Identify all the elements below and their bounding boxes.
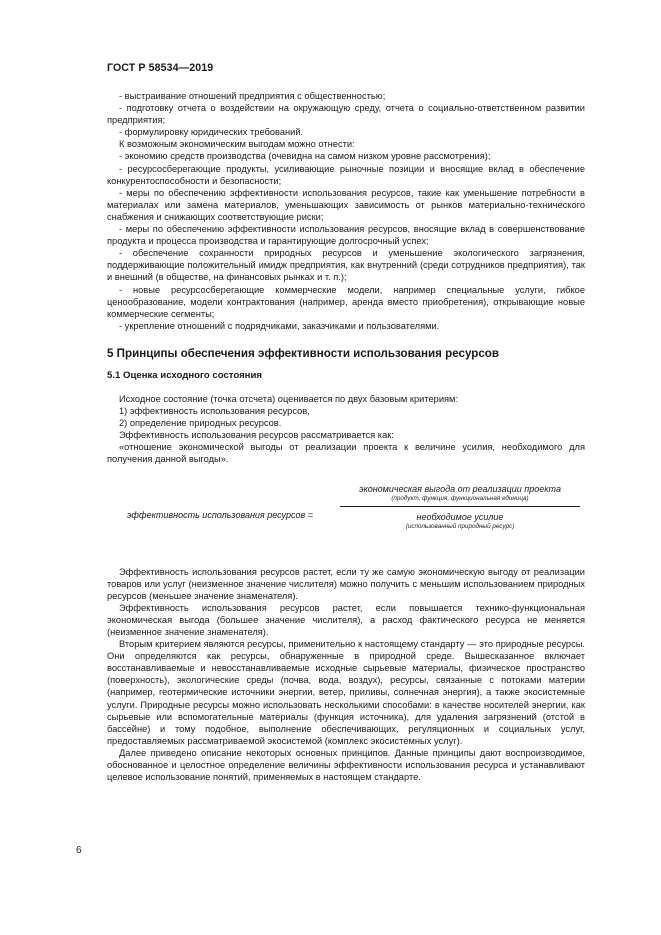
list-item: - формулировку юридических требований. xyxy=(119,127,304,138)
page-content xyxy=(107,90,585,783)
fraction-bar xyxy=(340,506,580,507)
subsection-heading: 5.1 Оценка исходного состояния xyxy=(107,369,262,381)
list-item: 2) определение природных ресурсов. xyxy=(119,418,282,429)
paragraph: Вторым критерием являются ресурсы, применительно к настоящему стандарту — это природные ресурсы. Они определяются как ресурсы, обнаруженные в природной среде. Вышесказанное включает восстанавливаемые и невосстанавливаемые исходные сырьевые материалы, физическое пространство (поверхность), экологические среды (почва, вода, воздух), ресурсы, связанные с потоками материи (например, геотермические источники энергии, ветер, приливы, солнечная энергия), а также экосистемные услуги. Природные ресурсы можно использовать несколькими способами: в качестве носителей энергии, как сырьевые или вспомогательные материалы (функция источника), для удаления загрязнений (отстой в бассейне) и тому подобное, выполнение обеспечивающих, регуляционных и социальных услуг, предоставляемых рассматриваемой экосистемой (комплекс экосистемных услуг). xyxy=(107,639,585,746)
list-item: - выстраивание отношений предприятия с общественностью; xyxy=(119,91,386,101)
paragraph: Эффективность использования ресурсов растет, если ту же самую экономическую выгоду от реализации товаров или услуг (неизменное значение числителя) можно получить с меньшим использованием природных ресурсов (меньшее значение знаменателя). xyxy=(107,566,585,601)
list-item: - ресурсосберегающие продукты, усиливающие рыночные позиции и вносящие вклад в обеспечение конкурентоспособности и безопасности; xyxy=(107,163,585,186)
list-item: - обеспечение сохранности природных ресурсов и уменьшение экологического загрязнения, поддерживающие положительный имидж предприятия, как внутренний (среди сотрудников предприятия), так и внешний (в обществе, на финансовых рынках и т. п.); xyxy=(107,248,585,283)
formula-lhs: эффективность использования ресурсов = xyxy=(127,509,314,520)
paragraph: Эффективность использования ресурсов растет, если повышается технико-функциональная экономическая выгода (большее значение числителя), а расход фактического ресурса не меняется (неизменное значение знаменателя). xyxy=(107,602,585,637)
list-item: 1) эффективность использования ресурсов, xyxy=(119,406,310,417)
formula xyxy=(107,484,585,550)
page-number: 6 xyxy=(76,845,82,856)
quote-paragraph: «отношение экономической выгоды от реализации проекта к величине усилия, необходимого для получения данной выгоды». xyxy=(107,442,585,465)
formula-fraction xyxy=(340,484,580,531)
formula-denominator: необходимое усилие xyxy=(416,511,504,522)
formula-denominator-note: (использованный природный ресурс) xyxy=(405,522,515,530)
formula-numerator-note: (продукт, функция, функциональная единица) xyxy=(391,494,529,502)
formula-numerator: экономическая выгода от реализации проекта xyxy=(359,483,561,494)
paragraph: К возможным экономическим выгодам можно отнести: xyxy=(119,139,355,150)
list-item: - новые ресурсосберегающие коммерческие модели, например специальные услуги, гибкое ценообразование, модели контрактования (например, аренда вместо приобретения), открывающие новые коммерческие сегменты; xyxy=(107,284,585,319)
paragraph: Эффективность использования ресурсов рассматривается как: xyxy=(119,430,394,441)
paragraph: Исходное состояние (точка отсчета) оценивается по двух базовым критериям: xyxy=(119,393,459,404)
list-item: - меры по обеспечению эффективности использования ресурсов, такие как уменьшение потребности в материалах или замена материалов, уменьшающих зависимость от рынков материально-технического снабжения и снижающих соответствующие риски; xyxy=(107,187,585,222)
paragraph: Далее приведено описание некоторых основных принципов. Данные принципы дают воспроизводимое, обоснованное и целостное определение величины эффективности использования ресурса и устанавливают целевое использование понятий, применяемых в настоящем стандарте. xyxy=(107,747,585,783)
list-item: - укрепление отношений с подрядчиками, заказчиками и пользователями. xyxy=(119,320,440,331)
document-header: ГОСТ Р 58534—2019 xyxy=(107,62,214,74)
list-item: - экономию средств производства (очевидна на самом низком уровне рассмотрения); xyxy=(119,151,491,162)
section-heading: 5 Принципы обеспечения эффективности использования ресурсов xyxy=(107,346,499,360)
list-item: - подготовку отчета о воздействии на окружающую среду, отчета о социально-ответственном развитии предприятия; xyxy=(107,103,585,126)
list-item: - меры по обеспечению эффективности использования ресурсов, вносящие вклад в совершенствование продукта и процесса производства и гарантирующие долгосрочный успех; xyxy=(107,224,585,247)
